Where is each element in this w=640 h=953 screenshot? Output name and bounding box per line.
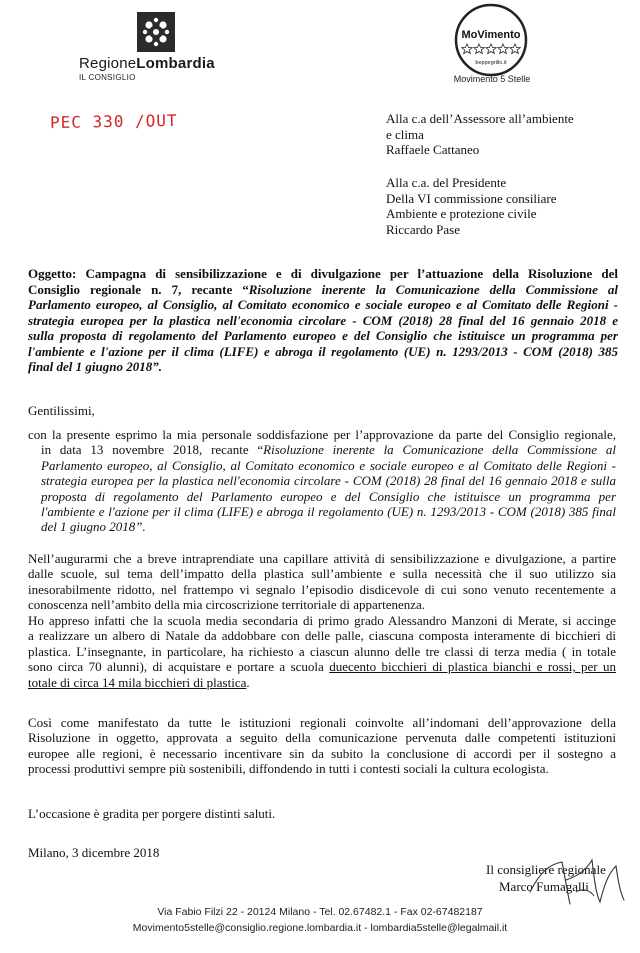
- signatory-name: Marco Fumagalli: [499, 879, 589, 894]
- region-name: RegioneLombardia: [79, 55, 215, 72]
- party-caption: Movimento 5 Stelle: [453, 74, 531, 84]
- subject-block: Oggetto: Campagna di sensibilizzazione e di divulgazione per l’attuazione della Risoluzione del Consiglio regionale n. 7, recante “Risoluzione inerente la Comunicazione della Commissione al Parlamento europeo, al Consiglio, al Comitato economico e sociale europeo e al Comitato delle Regioni - strategia europea per la plastica nell'economia circolare - COM (2018) 28 final del 16 gennaio 2018 e sulla proposta di regolamento del Parlamento europeo e del Consiglio che istituisce un programma per l'ambiente e l'azione per il clima (LIFE) e abroga il regolamento (UE) n. 1293/2013 - COM (2018) 385 final del 1 giugno 2018”.: [28, 266, 618, 374]
- regione-lombardia-logo: [137, 12, 175, 52]
- recipient-line: Riccardo Pase: [386, 221, 461, 237]
- footer-email: Movimento5stelle@consiglio.regione.lombardia.it - lombardia5stelle@legalmail.it: [132, 922, 508, 934]
- handwritten-signature: [520, 852, 632, 912]
- recipient-line: Raffaele Cattaneo: [386, 142, 480, 157]
- footer-address: Via Fabio Filzi 22 - 20124 Milano - Tel. 02.67482.1 - Fax 02-67482187: [157, 906, 483, 918]
- paragraph-3: Ho appreso infatti che la scuola media secondaria di primo grado Alessandro Manzoni di Merate, si accinge a realizzare un albero di Natale da addobbare con delle palle, ciascuna composta interamente di bicchieri di plastica. L’insegnante, in particolare, ha richiesto a ciascun alunno delle tre classi di terza media ( in totale sono circa 70 alunni), di acquistare e portare a scuola duecento bicchieri di plastica bianchi e rossi, per un totale di circa 14 mila bicchieri di plastica.: [28, 613, 617, 690]
- movimento-5-stelle-logo: [453, 2, 529, 78]
- region-subtitle: IL CONSIGLIO: [79, 73, 136, 82]
- underlined-emphasis: totale di circa 14 mila bicchieri di plastica: [28, 674, 247, 690]
- recipient-line: Alla c.a dell’Assessore all’ambiente: [386, 111, 574, 126]
- recipient-line: Ambiente e protezione civile: [386, 206, 537, 221]
- closing-salutation: L’occasione è gradita per porgere distinti saluti.: [28, 806, 276, 821]
- place-and-date: Milano, 3 dicembre 2018: [28, 845, 160, 860]
- recipient-block-1: [386, 111, 574, 158]
- recipient-line: Della VI commissione consiliare: [386, 190, 557, 206]
- paragraph-4: Così come manifestato da tutte le istituzioni regionali coinvolte all’indomani dell’approvazione della Risoluzione in oggetto, approvata a seguito della comunicazione pervenuta dalle competenti istituzioni europee alle regioni, è necessario incentivare sin da subito la conclusione di accordi per il sostegno a processi produttivi sempre più sostenibili, diffondendo in tutti i contesti sociali la cultura ecologista.: [28, 715, 616, 777]
- recipient-block-2: [386, 175, 557, 237]
- underlined-emphasis: duecento bicchieri di plastica bianchi e rossi, per un: [329, 659, 617, 675]
- recipient-line: Alla c.a. del Presidente: [386, 175, 507, 190]
- recipient-line: e clima: [386, 126, 424, 142]
- subject-label: Oggetto:: [28, 266, 77, 281]
- paragraph-1: con la presente esprimo la mia personale soddisfazione per l’approvazione da parte del Consiglio regionale, in data 13 novembre 2018, recante “Risoluzione inerente la Comunicazione della Commissione al Parlamento europeo, al Consiglio, al Comitato economico e sociale europeo e al Comitato delle Regioni - strategia europea per la plastica nell'economia circolare - COM (2018) 28 final del 16 gennaio 2018 e sulla proposta di regolamento del Parlamento europeo e del Consiglio che istituisce un programma per l'ambiente e l'azione per il clima (LIFE) e abroga il regolamento (UE) n. 1293/2013 - COM (2018) 385 final del 1 giugno 2018”.: [28, 427, 616, 535]
- paragraph-2: Nell’augurarmi che a breve intraprendiate una capillare attività di sensibilizzazione e divulgazione, a partire dalle scuole, sul tema dell’impatto della plastica sull’ambiente e sulla necessità che il suo utilizzo sia inesorabilmente ridotto, nel frattempo vi segnalo l’episodio disdicevole di cui sono venuto recentemente a conoscenza nell’ambito della mia circoscrizione territoriale di appartenenza.: [28, 551, 616, 613]
- party-logo-text: MoVimento: [461, 29, 521, 41]
- party-logo-subtext: beppegrillo.it: [475, 60, 507, 66]
- greeting: Gentilissimi,: [28, 403, 95, 418]
- protocol-stamp: PEC 330 /OUT: [49, 110, 178, 133]
- signatory-title: Il consigliere regionale: [486, 862, 606, 877]
